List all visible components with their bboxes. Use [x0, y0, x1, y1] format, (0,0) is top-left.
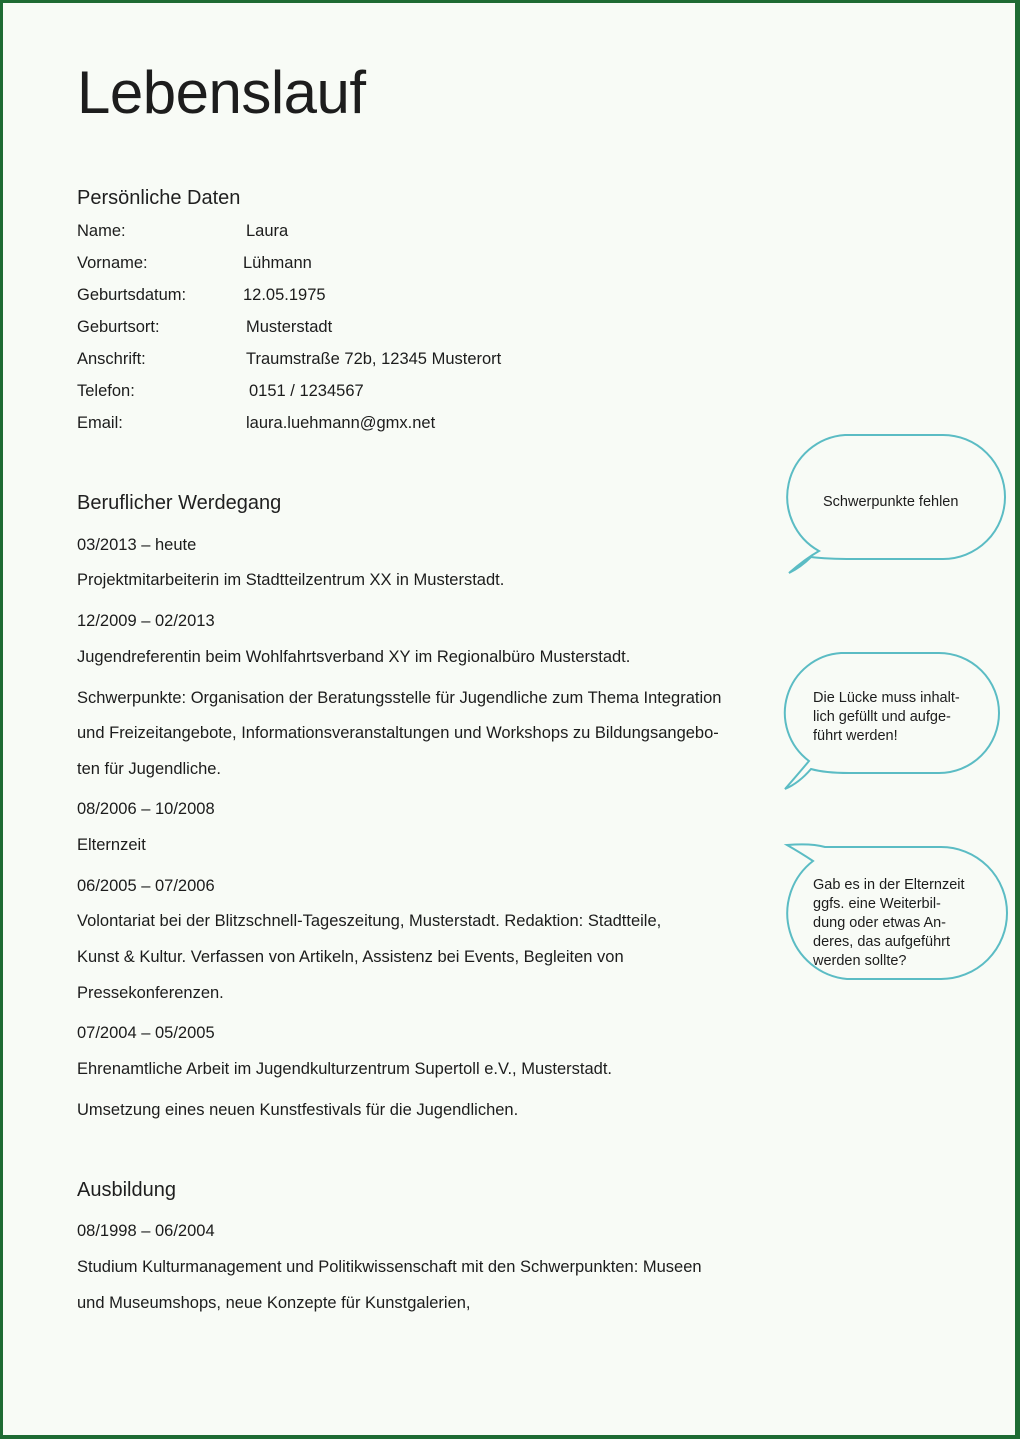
- career-line: Kunst & Kultur. Verfassen von Artikeln, Assistenz bei Events, Begleiten von: [77, 948, 624, 966]
- career-line: Schwerpunkte: Organisation der Beratungsstelle für Jugendliche zum Thema Integration: [77, 689, 722, 707]
- personal-value-geburtsort: Musterstadt: [246, 318, 333, 336]
- career-line: und Freizeitangebote, Informationsveranstaltungen und Workshops zu Bildungsangebo-: [77, 724, 719, 742]
- career-line: 08/2006 – 10/2008: [77, 800, 215, 818]
- career-line: 07/2004 – 05/2005: [77, 1024, 215, 1042]
- personal-label-name: Name:: [77, 222, 126, 240]
- personal-label-email: Email:: [77, 414, 123, 432]
- personal-label-geburtsort: Geburtsort:: [77, 318, 160, 336]
- career-line: Umsetzung eines neuen Kunstfestivals für die Jugendlichen.: [77, 1101, 519, 1119]
- document-title: Lebenslauf: [77, 59, 366, 126]
- personal-value-anschrift: Traumstraße 72b, 12345 Musterort: [246, 350, 502, 368]
- personal-label-geburtsdatum: Geburtsdatum:: [77, 286, 187, 304]
- comment-3-line: dung oder etwas An-: [813, 915, 947, 931]
- education-line: Studium Kulturmanagement und Politikwissenschaft mit den Schwerpunkten: Museen: [77, 1258, 702, 1276]
- personal-value-telefon: 0151 / 1234567: [249, 382, 364, 400]
- personal-label-telefon: Telefon:: [77, 382, 135, 400]
- personal-label-vorname: Vorname:: [77, 254, 148, 272]
- comment-3-line: deres, das aufgeführt: [813, 934, 951, 950]
- personal-value-vorname: Lühmann: [243, 254, 312, 272]
- education-line: und Museumshops, neue Konzepte für Kunstgalerien,: [77, 1294, 471, 1312]
- comment-bubble-3: [781, 839, 1007, 989]
- personal-value-email: laura.luehmann@gmx.net: [246, 414, 436, 432]
- comment-2-line: führt werden!: [813, 728, 898, 744]
- career-line: Jugendreferentin beim Wohlfahrtsverband XY im Regionalbüro Musterstadt.: [77, 648, 631, 666]
- comment-3-line: ggfs. eine Weiterbil-: [813, 896, 941, 912]
- career-line: Projektmitarbeiterin im Stadtteilzentrum XX in Musterstadt.: [77, 571, 505, 589]
- career-line: 06/2005 – 07/2006: [77, 877, 215, 895]
- career-line: 03/2013 – heute: [77, 536, 197, 554]
- career-line: 12/2009 – 02/2013: [77, 612, 215, 630]
- personal-label-anschrift: Anschrift:: [77, 350, 146, 368]
- career-line: ten für Jugendliche.: [77, 760, 222, 778]
- comment-3-line: Gab es in der Elternzeit: [813, 877, 965, 893]
- comment-2-line: lich gefüllt und aufge-: [813, 709, 951, 725]
- comment-bubble-2: [779, 649, 1003, 795]
- career-line: Elternzeit: [77, 836, 146, 854]
- career-line: Ehrenamtliche Arbeit im Jugendkulturzentrum Supertoll e.V., Musterstadt.: [77, 1060, 612, 1078]
- comment-1-line: Schwerpunkte fehlen: [823, 494, 959, 510]
- personal-value-name: Laura: [246, 222, 289, 240]
- education-line: 08/1998 – 06/2004: [77, 1222, 215, 1240]
- career-line: Pressekonferenzen.: [77, 984, 224, 1002]
- career-heading: Beruflicher Werdegang: [77, 492, 282, 514]
- education-heading: Ausbildung: [77, 1179, 176, 1201]
- cv-page: [3, 3, 1015, 1435]
- personal-data-heading: Persönliche Daten: [77, 187, 241, 209]
- career-line: Volontariat bei der Blitzschnell-Tageszeitung, Musterstadt. Redaktion: Stadtteile,: [77, 912, 662, 930]
- personal-value-geburtsdatum: 12.05.1975: [243, 286, 326, 304]
- comment-2-line: Die Lücke muss inhalt-: [813, 690, 960, 706]
- comment-bubble-1: [783, 431, 1009, 581]
- comment-3-line: werden sollte?: [813, 953, 907, 969]
